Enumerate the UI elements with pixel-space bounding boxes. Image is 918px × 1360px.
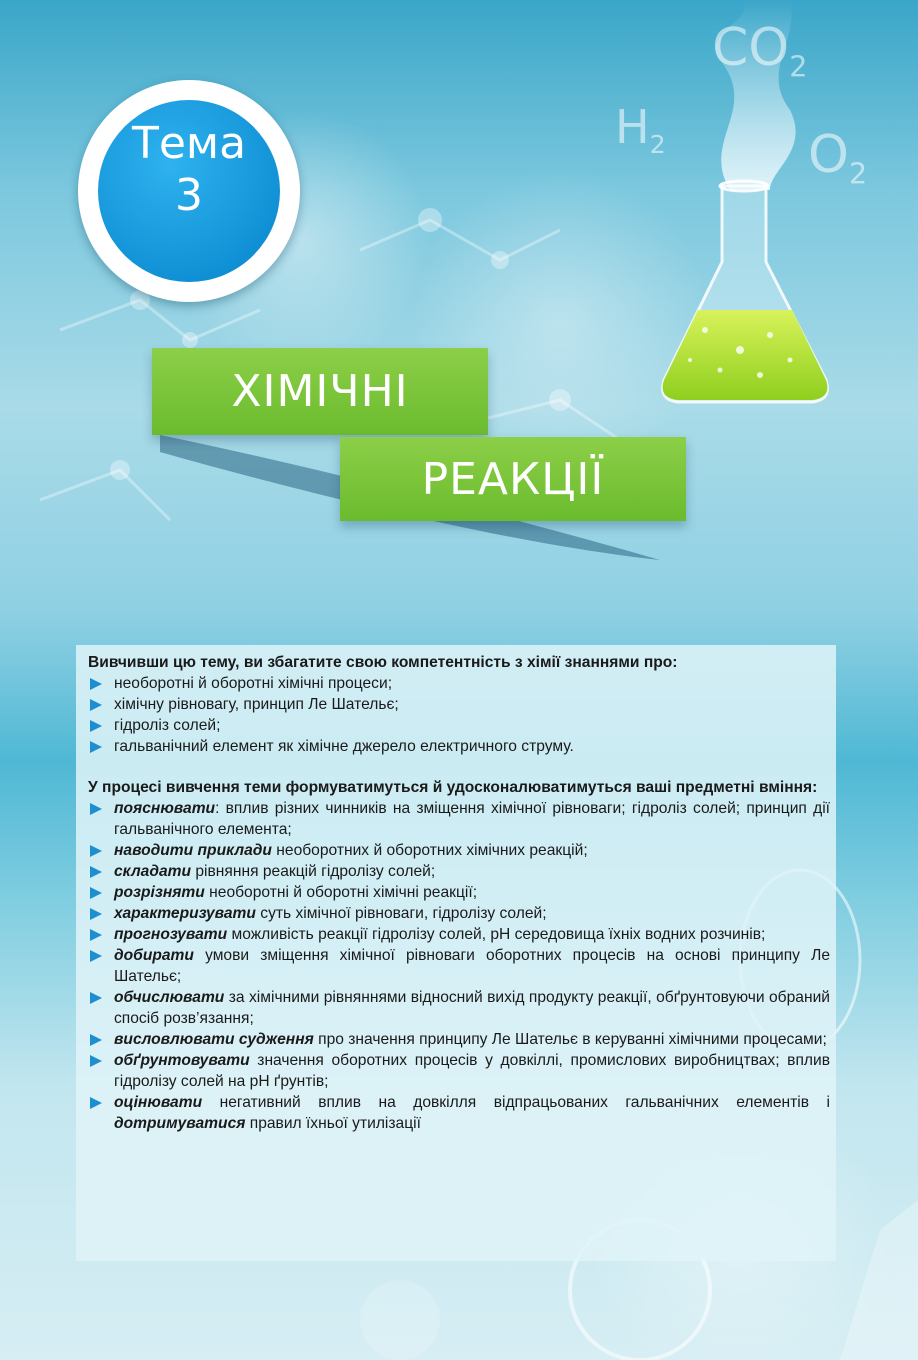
list-item: хімічну рівновагу, принцип Ле Шательє; xyxy=(88,694,830,715)
bullet-triangle-icon xyxy=(90,699,102,711)
chapter-title-line1: ХІМІЧНІ xyxy=(152,348,488,435)
list-item: складати рівняння реакцій гідролізу солей; xyxy=(88,861,830,882)
list-item: необоротні й оборотні хімічні процеси; xyxy=(88,673,830,694)
knowledge-heading: Вивчивши цю тему, ви збагатите свою компетентність з хімії знаннями про: xyxy=(88,654,678,671)
bullet-triangle-icon xyxy=(90,908,102,920)
list-item: обчислювати за хімічними рівняннями відносний вихід продукту реакції, обґрунтовуючи обраний спосіб розв’язання; xyxy=(88,987,830,1029)
o2-formula: $O_2$ xyxy=(808,125,868,191)
list-item: прогнозувати можливість реакції гідролізу солей, pH середовища їхніх водних розчинів; xyxy=(88,924,830,945)
skills-list xyxy=(88,798,830,1134)
objectives-content xyxy=(88,652,830,1134)
chapter-title-line2: РЕАКЦІЇ xyxy=(340,437,686,521)
topic-label: Тема xyxy=(131,118,247,169)
bullet-triangle-icon xyxy=(90,803,102,815)
list-item: обґрунтовувати значення оборотних процесів у довкіллі, промислових виробництвах; вплив гідролізу солей на pH ґрунтів; xyxy=(88,1050,830,1092)
bullet-triangle-icon xyxy=(90,950,102,962)
co2-formula: $CO_2$ xyxy=(712,18,808,84)
list-item: наводити приклади необоротних й оборотних хімічних реакцій; xyxy=(88,840,830,861)
skills-heading: У процесі вивчення теми формуватимуться й удосконалюватимуться ваші предметні вміння: xyxy=(88,779,818,796)
bullet-triangle-icon xyxy=(90,720,102,732)
bullet-triangle-icon xyxy=(90,1055,102,1067)
bullet-triangle-icon xyxy=(90,992,102,1004)
list-item: гальванічний елемент як хімічне джерело електричного струму. xyxy=(88,736,830,757)
h2-formula: $H_2$ xyxy=(615,100,666,160)
bullet-triangle-icon xyxy=(90,845,102,857)
bullet-triangle-icon xyxy=(90,741,102,753)
bullet-triangle-icon xyxy=(90,887,102,899)
topic-number: 3 xyxy=(175,170,203,221)
bullet-triangle-icon xyxy=(90,1034,102,1046)
topic-badge xyxy=(98,100,280,282)
list-item: пояснювати: вплив різних чинників на зміщення хімічної рівноваги; гідроліз солей; принцип дії гальванічного елемента; xyxy=(88,798,830,840)
list-item: розрізняти необоротні й оборотні хімічні реакції; xyxy=(88,882,830,903)
bullet-triangle-icon xyxy=(90,929,102,941)
bullet-triangle-icon xyxy=(90,678,102,690)
bullet-triangle-icon xyxy=(90,1097,102,1109)
bullet-triangle-icon xyxy=(90,866,102,878)
list-item: добирати умови зміщення хімічної рівноваги оборотних процесів на основі принципу Ле Шательє; xyxy=(88,945,830,987)
list-item: висловлювати судження про значення принципу Ле Шательє в керуванні хімічними процесами; xyxy=(88,1029,830,1050)
list-item: характеризувати суть хімічної рівноваги, гідролізу солей; xyxy=(88,903,830,924)
list-item: гідроліз солей; xyxy=(88,715,830,736)
knowledge-list xyxy=(88,673,830,757)
list-item: оцінювати негативний вплив на довкілля відпрацьованих гальванічних елементів і дотримуватися правил їхньої утилізації xyxy=(88,1092,830,1134)
